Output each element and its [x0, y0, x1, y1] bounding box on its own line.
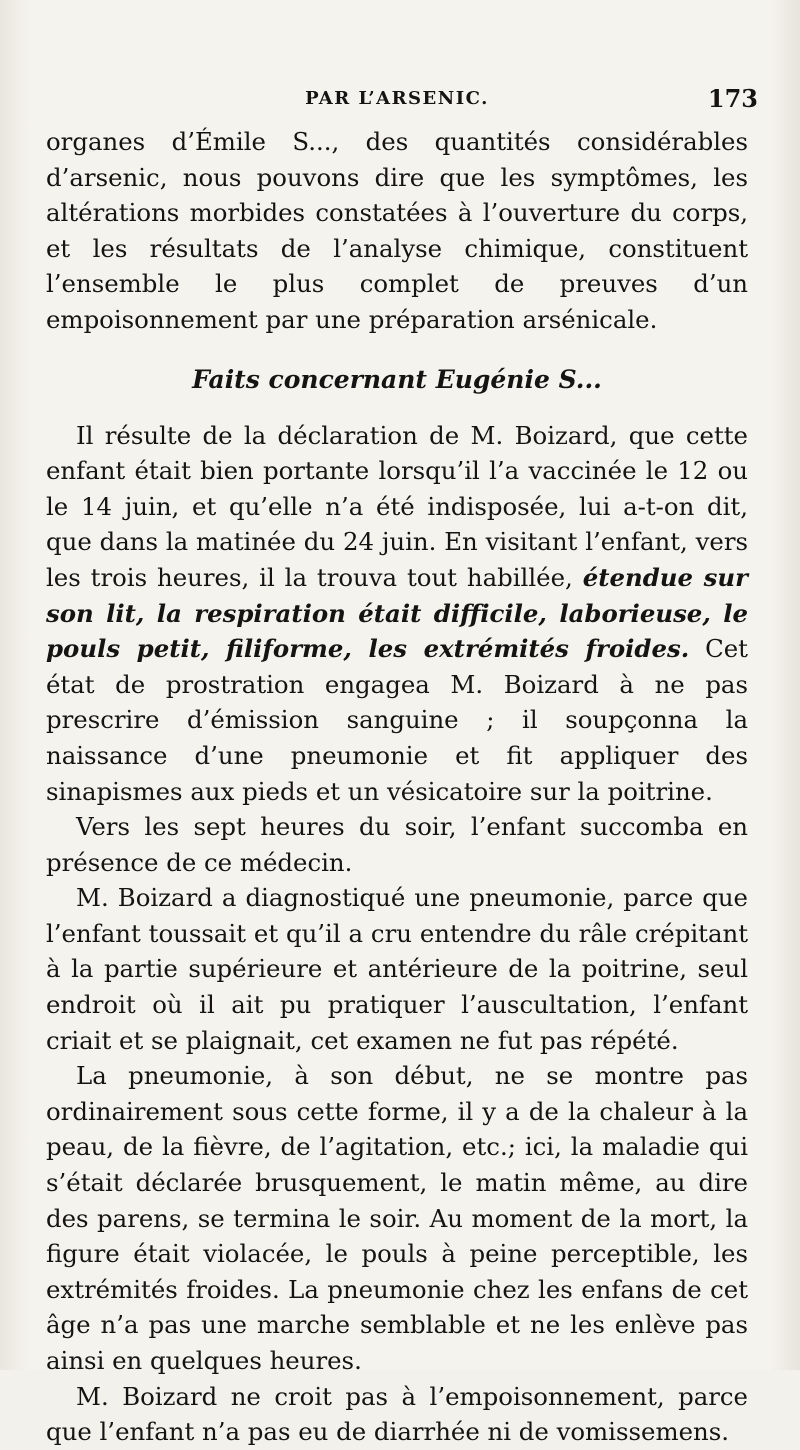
paragraph-text: Il résulte de la déclaration de M. Boizard, que cette enfant était bien portante lorsqu’il l’a vaccinée le 12 ou le 14 juin, et qu’elle n’a été indisposée, lui a-t-on dit, que dans la matinée du 24 juin. En visitant l’enfant, vers les trois heures, il la trouva tout habillée, [46, 420, 748, 592]
paragraph-conclusion: M. Boizard ne croit pas à l’empoisonnement, parce que l’enfant n’a pas eu de diarrhée ni de vomissemens. [46, 1381, 748, 1447]
body-text [46, 124, 748, 1450]
page-header [46, 84, 758, 124]
paragraph-boizard-declaration [46, 418, 748, 810]
paragraph-text: Cet état de prostration engagea M. Boizard à ne pas prescrire d’émission sanguine ; il soupçonna la naissance d’une pneumonie et fit appliquer des sinapismes aux pieds et un vésicatoire sur la poitrine. [46, 634, 748, 806]
section-heading: Faits concernant Eugénie S... [192, 364, 602, 394]
paragraph-continuation: organes d’Émile S..., des quantités considérables d’arsenic, nous pouvons dire que les symptômes, les altérations morbides constatées à l’ouverture du corps, et les résultats de l’analyse chimique, constituent l’ensemble le plus complet de preuves d’un empoisonnement par une préparation arsénicale. [46, 127, 748, 334]
paragraph-diagnosis: M. Boizard a diagnostiqué une pneumonie, parce que l’enfant toussait et qu’il a cru entendre du râle crépitant à la partie supérieure et antérieure de la poitrine, seul endroit où il ait pu pratiquer l’auscultation, l’enfant criait et se plaignait, cet examen ne fut pas répété. [46, 883, 748, 1055]
paragraph-pneumonia: La pneumonie, à son début, ne se montre pas ordinairement sous cette forme, il y a de la chaleur à la peau, de la fièvre, de l’agitation, etc.; ici, la maladie qui s’était déclarée brusquement, le matin même, au dire des parens, se termina le soir. Au moment de la mort, la figure était violacée, le pouls à peine perceptible, les extrémités froides. La pneumonie chez les enfans de cet âge n’a pas une marche semblable et ne les enlève pas ainsi en quelques heures. [46, 1061, 748, 1375]
page-number: 173 [707, 84, 758, 113]
emphasized-text: étendue sur son lit, la respiration était difficile, laborieuse, le pouls petit, filiforme, les extrémités froides. [46, 562, 748, 664]
running-head: PAR L’ARSENIC. [305, 88, 489, 109]
paragraph-death: Vers les sept heures du soir, l’enfant succomba en présence de ce médecin. [46, 812, 748, 877]
